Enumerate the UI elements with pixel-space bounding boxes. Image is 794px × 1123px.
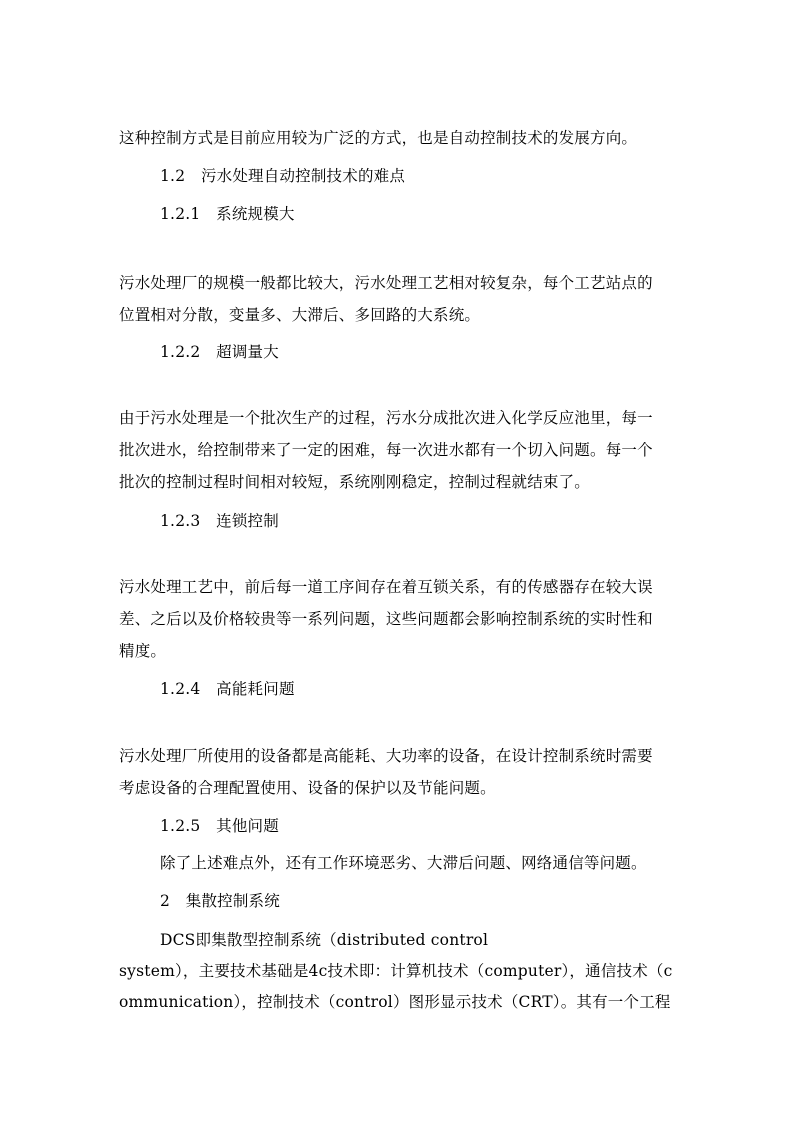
- paragraph-line: system），主要技术基础是4c技术即：计算机技术（computer），通信技术（c: [119, 962, 673, 980]
- paragraph-line: 除了上述难点外，还有工作环境恶劣、大滞后问题、网络通信等问题。: [160, 854, 647, 872]
- subsection-heading-1-2-2: 1.2.2 超调量大: [160, 343, 279, 361]
- subsection-heading-1-2-3: 1.2.3 连锁控制: [160, 512, 279, 530]
- paragraph-line: DCS即集散型控制系统（distributed control: [160, 931, 489, 949]
- paragraph-line: 位置相对分散，变量多、大滞后、多回路的大系统。: [119, 306, 481, 324]
- paragraph-line: 污水处理厂所使用的设备都是高能耗、大功率的设备，在设计控制系统时需要: [119, 747, 653, 765]
- paragraph-line: 精度。: [119, 642, 167, 660]
- paragraph-line: ommunication），控制技术（control）图形显示技术（CRT）。其有一个工程: [119, 993, 671, 1011]
- paragraph-line: 考虑设备的合理配置使用、设备的保护以及节能问题。: [119, 779, 496, 797]
- section-heading-2: 2 集散控制系统: [160, 892, 280, 910]
- paragraph-line: 批次的控制过程时间相对较短，系统刚刚稳定，控制过程就结束了。: [119, 473, 591, 491]
- paragraph-line: 由于污水处理是一个批次生产的过程，污水分成批次进入化学反应池里，每一: [119, 409, 653, 427]
- paragraph-line: 这种控制方式是目前应用较为广泛的方式，也是自动控制技术的发展方向。: [119, 129, 638, 147]
- paragraph-line: 污水处理厂的规模一般都比较大，污水处理工艺相对较复杂，每个工艺站点的: [119, 274, 653, 292]
- paragraph-line: 污水处理工艺中，前后每一道工序间存在着互锁关系，有的传感器存在较大误: [119, 578, 653, 596]
- subsection-heading-1-2-4: 1.2.4 高能耗问题: [160, 680, 295, 698]
- subsection-heading-1-2-5: 1.2.5 其他问题: [160, 817, 279, 835]
- section-heading-1-2: 1.2 污水处理自动控制技术的难点: [160, 167, 406, 185]
- paragraph-line: 差、之后以及价格较贵等一系列问题，这些问题都会影响控制系统的实时性和: [119, 610, 653, 628]
- paragraph-line: 批次进水，给控制带来了一定的困难，每一次进水都有一个切入问题。每一个: [119, 441, 653, 459]
- subsection-heading-1-2-1: 1.2.1 系统规模大: [160, 205, 295, 223]
